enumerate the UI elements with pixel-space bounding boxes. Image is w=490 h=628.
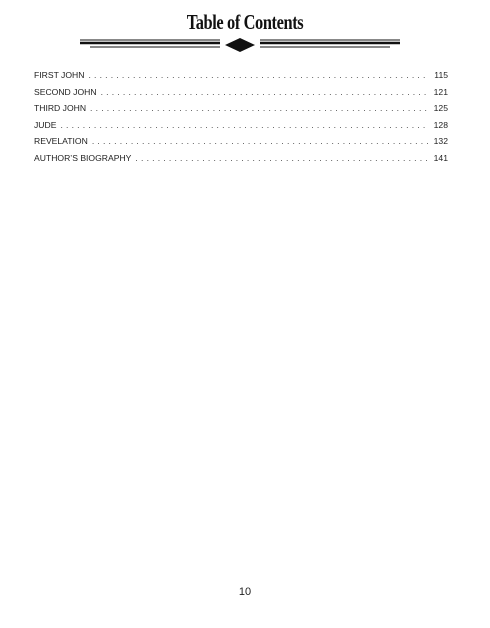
toc-entry-first-john[interactable] [34, 70, 448, 87]
page-title: Table of Contents [186, 10, 304, 34]
toc-entry-label: REVELATION [34, 136, 88, 147]
title-divider-ornament [80, 34, 400, 56]
page-number: 10 [238, 586, 252, 598]
toc-entry-page: 125 [433, 103, 448, 114]
toc-entry-label: SECOND JOHN [34, 86, 97, 97]
toc-entry-label: JUDE [34, 119, 57, 130]
toc-list [34, 70, 448, 170]
dot-leader [101, 87, 428, 97]
toc-entry-third-john[interactable] [34, 103, 448, 120]
dot-leader [92, 136, 428, 146]
toc-entry-label: AUTHOR’S BIOGRAPHY [34, 152, 132, 163]
toc-entry-authors-biography[interactable] [34, 153, 448, 170]
dot-leader [88, 70, 428, 80]
dot-leader [135, 153, 427, 163]
toc-entry-page: 115 [434, 70, 448, 80]
toc-entry-page: 141 [433, 152, 448, 163]
toc-entry-jude[interactable] [34, 120, 448, 137]
dot-leader [60, 120, 427, 130]
toc-entry-page: 132 [433, 136, 448, 147]
toc-entry-label: THIRD JOHN [34, 103, 87, 114]
toc-entry-page: 121 [433, 86, 448, 97]
toc-entry-label: FIRST JOHN [34, 70, 85, 80]
dot-leader [90, 103, 428, 113]
toc-entry-revelation[interactable] [34, 136, 448, 153]
toc-entry-second-john[interactable] [34, 87, 448, 104]
toc-entry-page: 128 [433, 119, 448, 130]
